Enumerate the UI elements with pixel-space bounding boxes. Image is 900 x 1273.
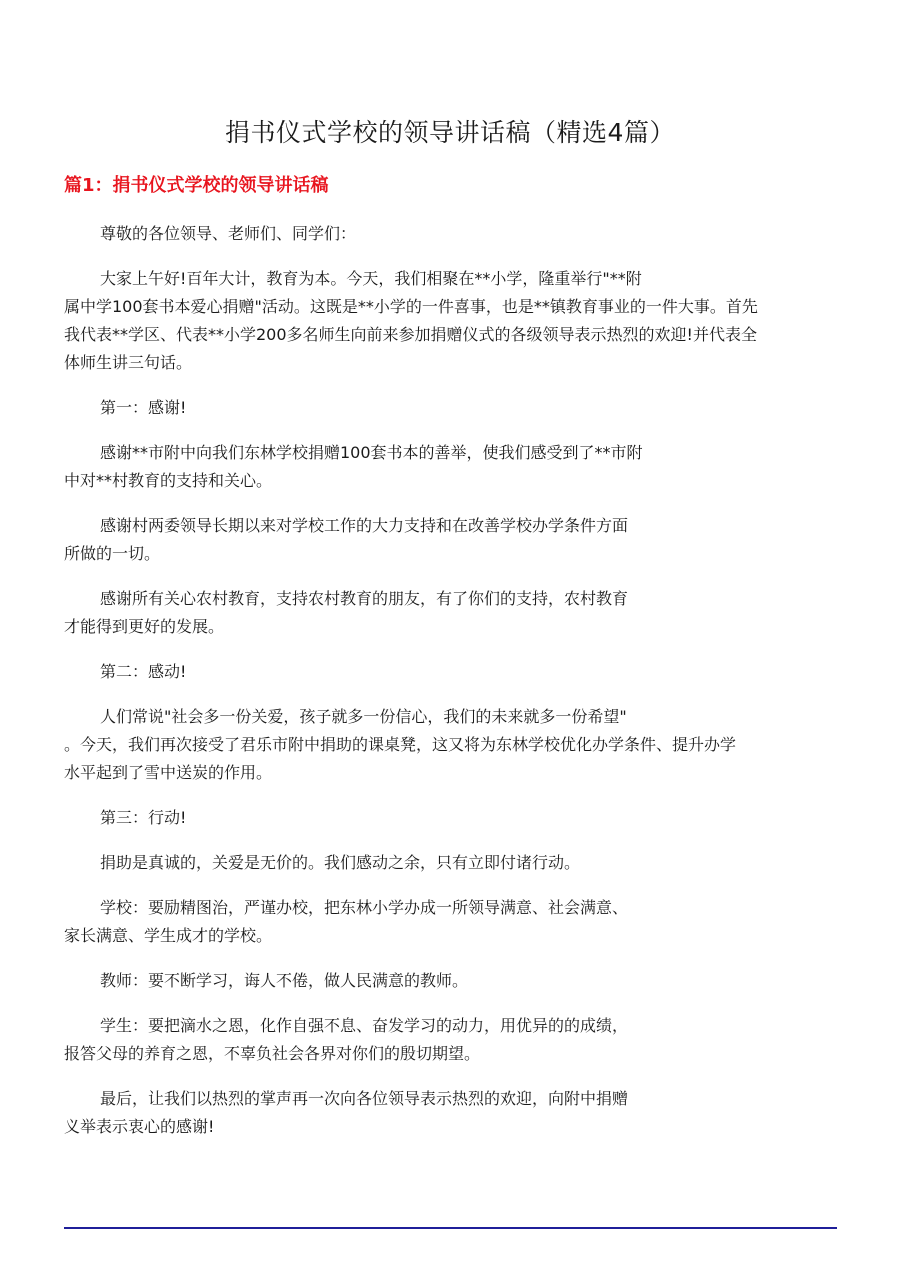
paragraph-closing: [64, 1085, 839, 1141]
paragraph-text: 尊敬的各位领导、老师们、同学们：: [100, 224, 357, 243]
document-title: 捐书仪式学校的领导讲话稿（精选4篇）: [225, 118, 675, 147]
section-heading: 篇1：捐书仪式学校的领导讲话稿: [64, 175, 329, 196]
paragraph-teachers: [64, 967, 839, 995]
paragraph-school: [64, 894, 839, 950]
paragraph-salutation: [64, 220, 839, 248]
paragraph-students: [64, 1012, 839, 1068]
paragraph-text: 教师：要不断学习，诲人不倦，做人民满意的教师。: [100, 971, 469, 990]
paragraph-point-2: [64, 658, 839, 686]
paragraph-text: 学校：要励精图治，严谨办校，把东林小学办成一所领导满意、社会满意、 家长满意、学生成才的学校。: [64, 898, 629, 945]
paragraph-text: 学生：要把滴水之恩，化作自强不息、奋发学习的动力，用优异的的成绩， 报答父母的养育之恩，不辜负社会各界对你们的殷切期望。: [64, 1016, 629, 1063]
paragraph-moved: [64, 703, 839, 787]
paragraph-text: 大家上午好!百年大计，教育为本。今天，我们相聚在**小学，隆重举行"**附 属中学100套书本爱心捐赠"活动。这既是**小学的一件喜事，也是**镇教育事业的一件大事。首先 我代表**学区、代表**小学200多名师生向前来参加捐赠仪式的各级领导表示热烈的欢迎!并代表全 体师生讲三句话。: [64, 269, 758, 372]
paragraph-text: 第三：行动!: [100, 808, 187, 827]
paragraph-text: 人们常说"社会多一份关爱，孩子就多一份信心，我们的未来就多一份希望" 。今天，我们再次接受了君乐市附中捐助的课桌凳，这又将为东林学校优化办学条件、提升办学 水平起到了雪中送炭的作用。: [64, 707, 737, 782]
paragraph-text: 最后，让我们以热烈的掌声再一次向各位领导表示热烈的欢迎，向附中捐赠 义举表示衷心的感谢!: [64, 1089, 629, 1136]
paragraph-opening: [64, 265, 839, 377]
document-body: [64, 220, 839, 1158]
paragraph-thanks-3: [64, 585, 839, 641]
paragraph-point-3: [64, 804, 839, 832]
paragraph-thanks-1: [64, 439, 839, 495]
paragraph-text: 感谢村两委领导长期以来对学校工作的大力支持和在改善学校办学条件方面 所做的一切。: [64, 516, 629, 563]
paragraph-text: 捐助是真诚的，关爱是无价的。我们感动之余，只有立即付诸行动。: [100, 853, 581, 872]
paragraph-text: 感谢**市附中向我们东林学校捐赠100套书本的善举，使我们感受到了**市附 中对**村教育的支持和关心。: [64, 443, 643, 490]
paragraph-text: 感谢所有关心农村教育，支持农村教育的朋友，有了你们的支持，农村教育 才能得到更好的发展。: [64, 589, 629, 636]
paragraph-thanks-2: [64, 512, 839, 568]
paragraph-action: [64, 849, 839, 877]
paragraph-text: 第二：感动!: [100, 662, 187, 681]
paragraph-text: 第一：感谢!: [100, 398, 187, 417]
footer-divider: [64, 1227, 837, 1229]
paragraph-point-1: [64, 394, 839, 422]
